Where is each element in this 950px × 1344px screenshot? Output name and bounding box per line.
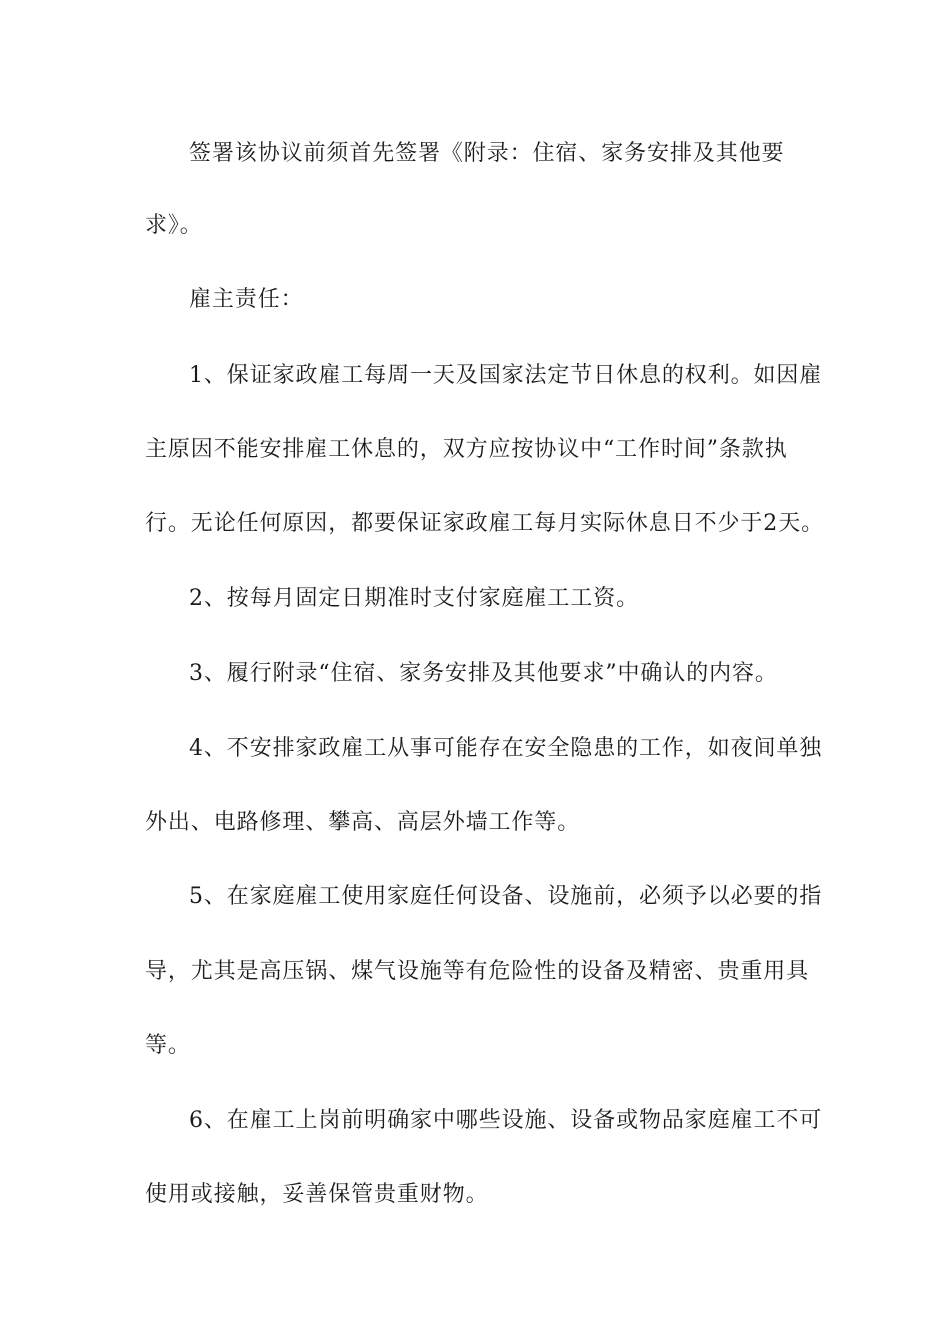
text-line: 签署该协议前须首先签署《附录：住宿、家务安排及其他要 (189, 141, 785, 166)
text-line: 外出、电路修理、攀高、高层外墙工作等。 (145, 810, 581, 835)
text-line: 求》。 (145, 213, 203, 238)
text-line: 1、保证家政雇工每周一天及国家法定节日休息的权利。如因雇 (189, 363, 823, 388)
text-line: 3、履行附录“住宿、家务安排及其他要求”中确认的内容。 (189, 661, 778, 686)
text-line: 2、按每月固定日期准时支付家庭雇工工资。 (189, 586, 639, 611)
text-line: 行。无论任何原因，都要保证家政雇工每月实际休息日不少于2天。 (145, 511, 824, 536)
text-line: 等。 (145, 1033, 191, 1058)
text-line: 导，尤其是高压锅、煤气设施等有危险性的设备及精密、贵重用具 (145, 959, 810, 984)
text-line: 主原因不能安排雇工休息的，双方应按协议中“工作时间”条款执 (145, 437, 788, 462)
heading-employer-responsibility: 雇主责任： (189, 287, 304, 312)
text-line: 5、在家庭雇工使用家庭任何设备、设施前，必须予以必要的指 (189, 884, 823, 909)
document-page (145, 0, 824, 1344)
text-line: 6、在雇工上岗前明确家中哪些设施、设备或物品家庭雇工不可 (189, 1108, 823, 1133)
text-line: 4、不安排家政雇工从事可能存在安全隐患的工作，如夜间单独 (189, 736, 823, 761)
text-line: 使用或接触，妥善保管贵重财物。 (145, 1182, 489, 1207)
